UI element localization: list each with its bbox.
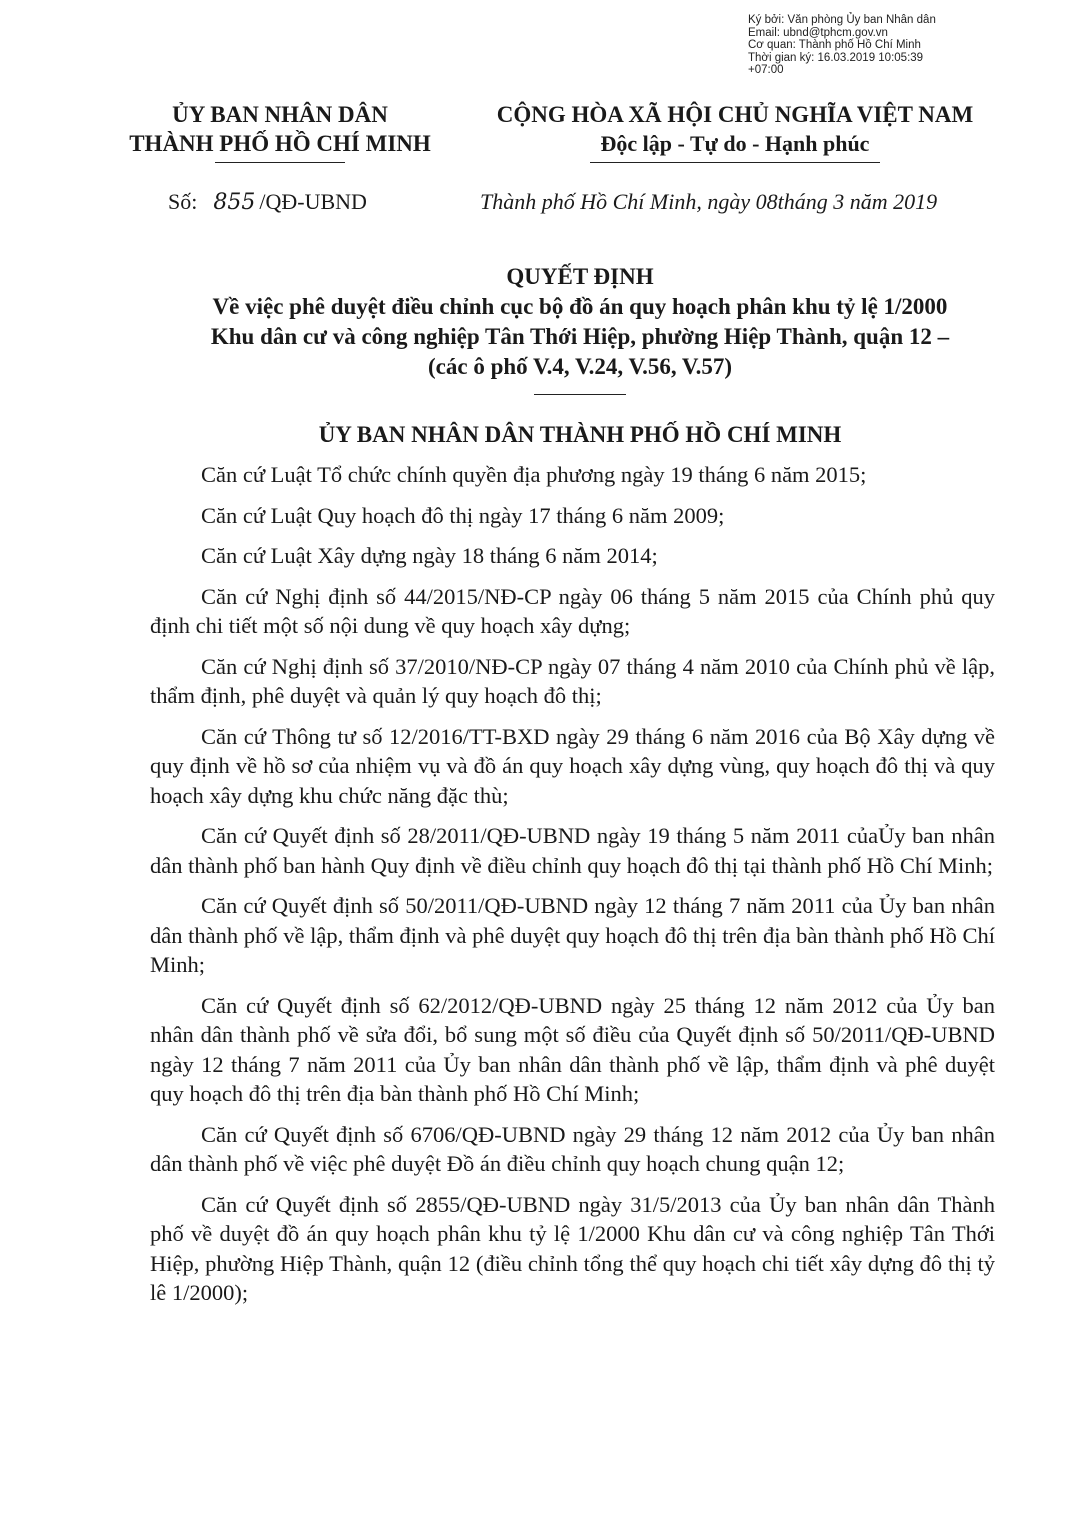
legal-basis-paragraph: Căn cứ Luật Tổ chức chính quyền địa phương ngày 19 tháng 6 năm 2015; [201, 462, 867, 487]
nation-header [470, 100, 1000, 163]
issuer-underline [215, 162, 345, 163]
doc-number-value: 855 [213, 190, 256, 215]
nation-motto: Độc lập - Tự do - Hạnh phúc [600, 131, 870, 156]
doc-number-suffix: /QĐ-UBND [259, 189, 367, 214]
doc-number-label: Số: [168, 189, 198, 214]
issuing-authority: ỦY BAN NHÂN DÂN THÀNH PHỐ HỒ CHÍ MINH [318, 422, 842, 447]
issuer-header [110, 100, 450, 163]
signature-email: Email: ubnd@tphcm.gov.vn [748, 26, 888, 39]
digital-signature-block [748, 14, 1068, 77]
decision-subject-line-2: Khu dân cư và công nghiệp Tân Thới Hiệp, phường Hiệp Thành, quận 12 – [210, 324, 950, 349]
legal-basis-paragraph: Căn cứ Quyết định số 62/2012/QĐ-UBND ngày 25 tháng 12 năm 2012 của Ủy ban nhân dân thành phố về sửa đổi, bổ sung một số điều của Quyết định số 50/2011/QĐ-UBND ngày 12 tháng 7 năm 2011 của Ủy ban nhân dân thành phố về lập, thẩm định và phê duyệt quy hoạch đô thị trên địa bàn thành phố Hồ Chí Minh; [150, 992, 995, 1106]
issuer-line-1: ỦY BAN NHÂN DÂN [172, 102, 388, 127]
document-number [168, 188, 367, 217]
legal-basis-paragraph: Căn cứ Luật Quy hoạch đô thị ngày 17 tháng 6 năm 2009; [201, 502, 725, 528]
motto-underline [590, 162, 880, 163]
legal-basis-paragraph: Căn cứ Thông tư số 12/2016/TT-BXD ngày 29 tháng 6 năm 2016 của Bộ Xây dựng về quy định về hồ sơ của nhiệm vụ và đồ án quy hoạch xây dựng vùng, quy hoạch đô thị và quy hoạch xây dựng khu chức năng đặc thù; [150, 723, 995, 808]
legal-basis-paragraph: Căn cứ Nghị định số 44/2015/NĐ-CP ngày 06 tháng 5 năm 2015 của Chính phủ quy định chi tiết một số nội dung về quy hoạch xây dựng; [150, 583, 995, 638]
signature-time: Thời gian ký: 16.03.2019 10:05:39 [748, 51, 924, 64]
legal-basis-paragraph: Căn cứ Nghị định số 37/2010/NĐ-CP ngày 07 tháng 4 năm 2010 của Chính phủ về lập, thẩm định, phê duyệt và quản lý quy hoạch đô thị; [150, 653, 995, 708]
signature-signed-by: Ký bởi: Văn phòng Ủy ban Nhân dân [748, 14, 936, 26]
decision-heading: QUYẾT ĐỊNH [506, 264, 654, 289]
document-body [150, 460, 995, 1319]
place-and-date: Thành phố Hồ Chí Minh, ngày 08tháng 3 năm 2019 [480, 189, 938, 214]
legal-basis-paragraph: Căn cứ Luật Xây dựng ngày 18 tháng 6 năm 2014; [201, 543, 658, 568]
signature-timezone: +07:00 [748, 64, 784, 76]
legal-basis-paragraph: Căn cứ Quyết định số 2855/QĐ-UBND ngày 31/5/2013 của Ủy ban nhân dân Thành phố về duyệt đồ án quy hoạch phân khu tỷ lệ 1/2000 Khu dân cư và công nghiệp Tân Thới Hiệp, phường Hiệp Thành, quận 12 (điều chỉnh tổng thể quy hoạch chi tiết xây dựng đô thị tỷ lê 1/2000); [150, 1191, 995, 1305]
title-underline [534, 394, 626, 395]
decision-subject-line-3: (các ô phố V.4, V.24, V.56, V.57) [428, 354, 732, 379]
decision-subject-line-1: Về việc phê duyệt điều chỉnh cục bộ đồ án quy hoạch phân khu tỷ lệ 1/2000 [212, 294, 948, 319]
legal-basis-paragraph: Căn cứ Quyết định số 6706/QĐ-UBND ngày 29 tháng 12 năm 2012 của Ủy ban nhân dân thành phố về việc phê duyệt Đồ án điều chỉnh quy hoạch chung quận 12; [150, 1121, 995, 1176]
legal-basis-paragraph: Căn cứ Quyết định số 28/2011/QĐ-UBND ngày 19 tháng 5 năm 2011 củaỦy ban nhân dân thành phố ban hành Quy định về điều chỉnh quy hoạch đô thị tại thành phố Hồ Chí Minh; [150, 823, 995, 878]
legal-basis-paragraph: Căn cứ Quyết định số 50/2011/QĐ-UBND ngày 12 tháng 7 năm 2011 của Ủy ban nhân dân thành phố về lập, thẩm định và phê duyệt quy hoạch đô thị trên địa bàn thành phố Hồ Chí Minh; [150, 893, 995, 977]
nation-name: CỘNG HÒA XÃ HỘI CHỦ NGHĨA VIỆT NAM [496, 102, 974, 127]
decision-title [110, 262, 1050, 395]
signature-agency: Cơ quan: Thành phố Hồ Chí Minh [748, 39, 921, 51]
issuer-line-2: THÀNH PHỐ HỒ CHÍ MINH [129, 131, 431, 156]
